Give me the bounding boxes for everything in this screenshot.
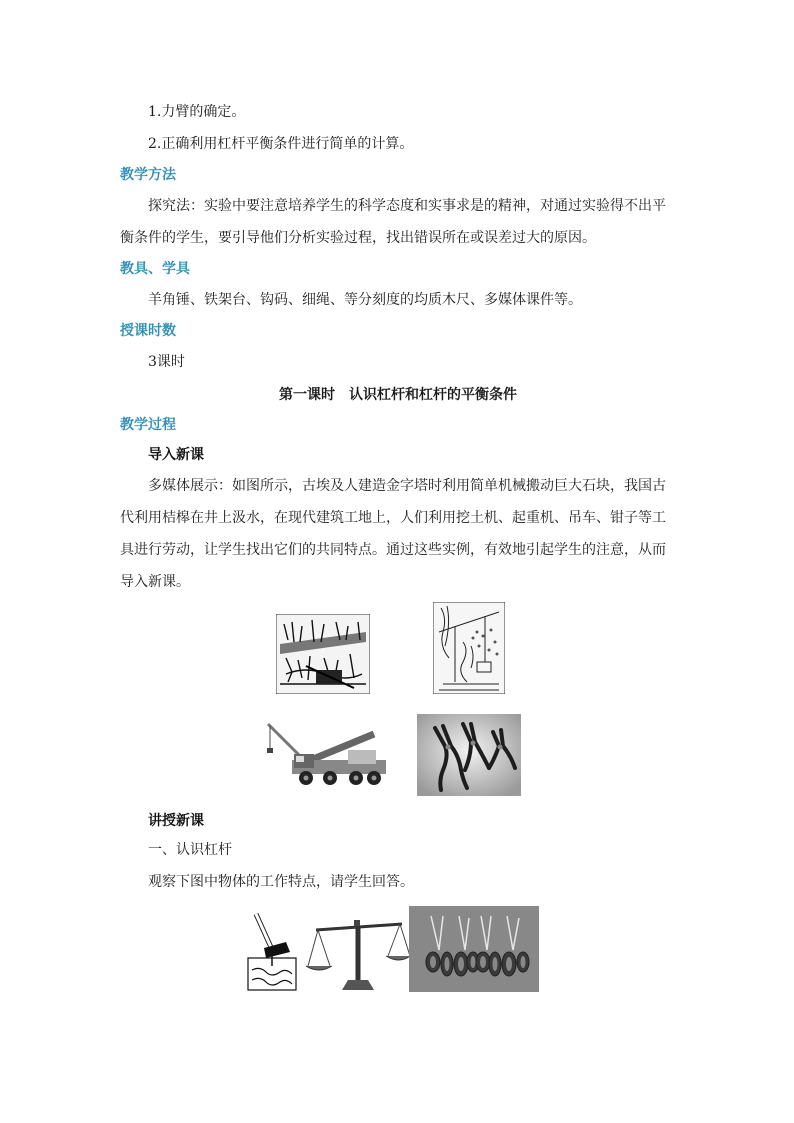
observe-text: 观察下图中物体的工作特点，请学生回答。: [148, 874, 414, 890]
pliers-icon: [417, 714, 521, 796]
intro-text: 多媒体展示：如图所示，古埃及人建造金字塔时利用简单机械搬动巨大石块，我国古代利用桔槔在井上汲水，在现代建筑工地上，人们利用挖土机、起重机、吊车、钳子等工具进行劳动，让学生找出它们的共同特点。通过这些实例，有效地引起学生的注意，从而导入新课。: [120, 478, 666, 590]
scissors-icon: [409, 906, 539, 992]
methods-text: 探究法：实验中要注意培养学生的科学态度和实事求是的精神，对通过实验得不出平衡条件的学生，要引导他们分析实验过程，找出错误所在或误差过大的原因。: [120, 198, 666, 246]
pyramid-building-icon: [276, 614, 370, 694]
heading-intro: 导入新课: [148, 447, 204, 463]
heading-teach: 讲授新课: [148, 813, 204, 829]
balance-scale-icon: [306, 916, 410, 996]
well-sweep-icon: [433, 602, 505, 694]
objective-2: 2.正确利用杠杆平衡条件进行简单的计算。: [148, 136, 414, 152]
heading-tools: 教具、学具: [120, 261, 190, 277]
heading-methods: 教学方法: [120, 167, 176, 183]
section-1-title: 一、认识杠杆: [148, 842, 232, 858]
lesson-title: 第一课时 认识杠杆和杠杆的平衡条件: [279, 387, 517, 403]
heading-hours: 授课时数: [120, 323, 176, 339]
heading-process: 教学过程: [120, 417, 176, 433]
tools-text: 羊角锤、铁架台、钩码、细绳、等分刻度的均质木尺、多媒体课件等。: [148, 292, 582, 308]
claw-hammer-icon: [246, 912, 298, 992]
crane-truck-icon: [262, 716, 390, 794]
hours-text: 3课时: [148, 354, 185, 370]
objective-1: 1.力臂的确定。: [148, 104, 246, 120]
